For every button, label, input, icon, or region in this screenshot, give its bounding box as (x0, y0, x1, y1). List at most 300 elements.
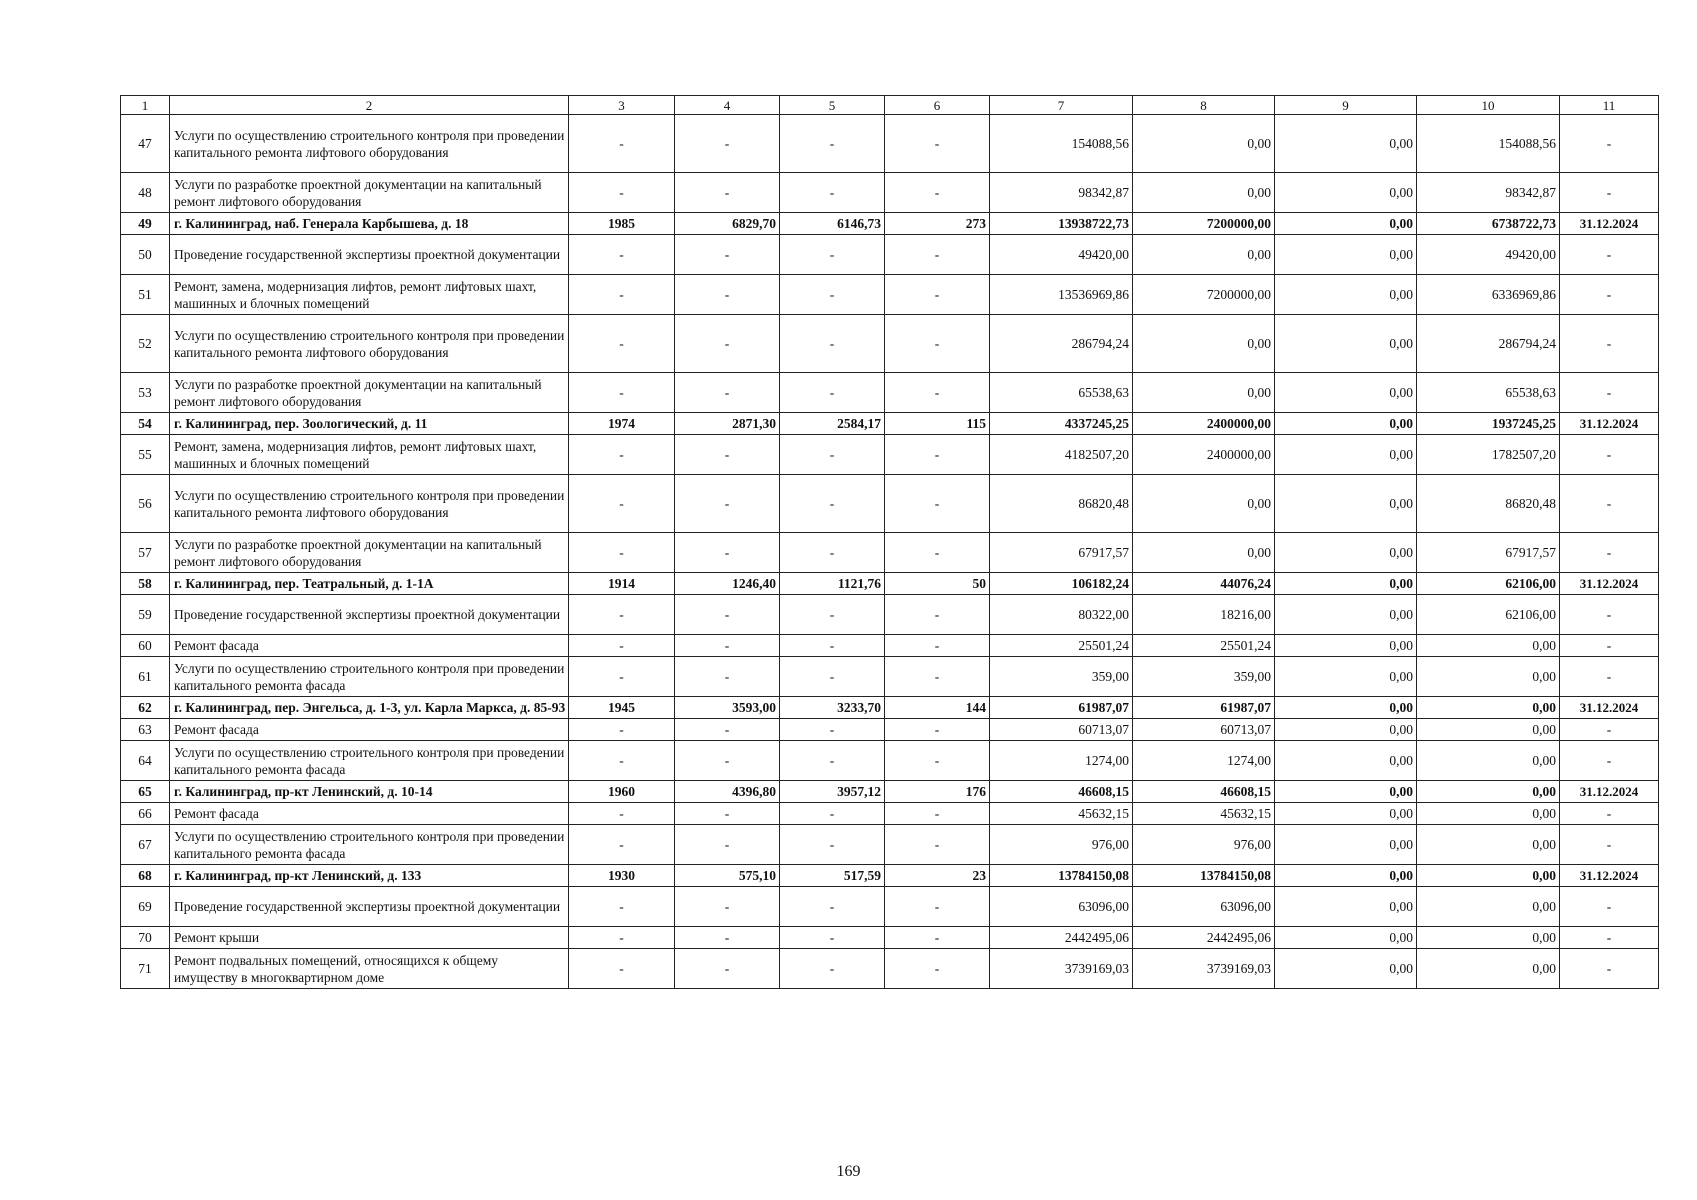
cell-col-4: - (675, 435, 780, 475)
work-description: Ремонт, замена, модернизация лифтов, ремонт лифтовых шахт, машинных и блочных помещений (170, 435, 569, 475)
cell-col-11: - (1560, 803, 1659, 825)
work-description: Услуги по осуществлению строительного контроля при проведении капитального ремонта фасада (170, 657, 569, 697)
cell-col-9: 0,00 (1275, 635, 1417, 657)
cell-col-10: 62106,00 (1417, 595, 1560, 635)
cell-col-9: 0,00 (1275, 173, 1417, 213)
table-row (121, 719, 1659, 741)
cell-col-8: 13784150,08 (1133, 865, 1275, 887)
cell-col-8: 2442495,06 (1133, 927, 1275, 949)
cell-col-6: - (885, 315, 990, 373)
row-number: 49 (121, 213, 170, 235)
cell-col-9: 0,00 (1275, 697, 1417, 719)
cell-col-4: - (675, 373, 780, 413)
cell-col-5: - (780, 635, 885, 657)
work-description: Услуги по осуществлению строительного контроля при проведении капитального ремонта лифтового оборудования (170, 315, 569, 373)
table-row (121, 803, 1659, 825)
cell-col-5: - (780, 887, 885, 927)
work-description: Услуги по осуществлению строительного контроля при проведении капитального ремонта лифтового оборудования (170, 475, 569, 533)
cell-col-8: 3739169,03 (1133, 949, 1275, 989)
cell-col-10: 98342,87 (1417, 173, 1560, 213)
cell-col-6: - (885, 475, 990, 533)
cell-col-11: 31.12.2024 (1560, 413, 1659, 435)
table-row (121, 373, 1659, 413)
work-description: Ремонт подвальных помещений, относящихся к общему имуществу в многоквартирном доме (170, 949, 569, 989)
cell-col-6: - (885, 719, 990, 741)
column-number: 5 (780, 96, 885, 115)
cell-col-7: 86820,48 (990, 475, 1133, 533)
cell-col-7: 46608,15 (990, 781, 1133, 803)
cell-col-8: 46608,15 (1133, 781, 1275, 803)
cell-col-8: 61987,07 (1133, 697, 1275, 719)
cell-col-3: - (569, 533, 675, 573)
cell-col-8: 7200000,00 (1133, 275, 1275, 315)
table-row (121, 315, 1659, 373)
cell-col-3: - (569, 373, 675, 413)
cell-col-6: - (885, 949, 990, 989)
row-number: 51 (121, 275, 170, 315)
cell-col-7: 13536969,86 (990, 275, 1133, 315)
cell-col-7: 154088,56 (990, 115, 1133, 173)
cell-col-10: 286794,24 (1417, 315, 1560, 373)
cell-col-7: 61987,07 (990, 697, 1133, 719)
cell-col-5: 6146,73 (780, 213, 885, 235)
cell-col-4: - (675, 825, 780, 865)
row-number: 71 (121, 949, 170, 989)
table-row (121, 475, 1659, 533)
cell-col-11: 31.12.2024 (1560, 781, 1659, 803)
table-row (121, 533, 1659, 573)
cell-col-11: 31.12.2024 (1560, 213, 1659, 235)
cell-col-11: - (1560, 373, 1659, 413)
address-row (121, 213, 1659, 235)
table-body (121, 96, 1659, 989)
cell-col-6: 144 (885, 697, 990, 719)
cell-col-9: 0,00 (1275, 595, 1417, 635)
work-description: Проведение государственной экспертизы проектной документации (170, 235, 569, 275)
address-row (121, 697, 1659, 719)
row-number: 61 (121, 657, 170, 697)
cell-col-3: - (569, 595, 675, 635)
table-row (121, 657, 1659, 697)
cell-col-11: 31.12.2024 (1560, 573, 1659, 595)
row-number: 58 (121, 573, 170, 595)
column-number: 6 (885, 96, 990, 115)
cell-col-10: 65538,63 (1417, 373, 1560, 413)
cell-col-10: 1937245,25 (1417, 413, 1560, 435)
cell-col-7: 60713,07 (990, 719, 1133, 741)
cell-col-4: - (675, 719, 780, 741)
work-description: г. Калининград, пр-кт Ленинский, д. 10-14 (170, 781, 569, 803)
cell-col-4: - (675, 949, 780, 989)
cell-col-7: 65538,63 (990, 373, 1133, 413)
cell-col-8: 2400000,00 (1133, 435, 1275, 475)
row-number: 70 (121, 927, 170, 949)
row-number: 50 (121, 235, 170, 275)
cell-col-9: 0,00 (1275, 719, 1417, 741)
row-number: 56 (121, 475, 170, 533)
cell-col-5: - (780, 949, 885, 989)
cell-col-11: - (1560, 235, 1659, 275)
cell-col-8: 0,00 (1133, 373, 1275, 413)
cell-col-3: - (569, 115, 675, 173)
cell-col-8: 1274,00 (1133, 741, 1275, 781)
work-description: Ремонт крыши (170, 927, 569, 949)
cell-col-6: 23 (885, 865, 990, 887)
work-description: Проведение государственной экспертизы проектной документации (170, 887, 569, 927)
cell-col-5: - (780, 373, 885, 413)
cell-col-10: 0,00 (1417, 781, 1560, 803)
cell-col-9: 0,00 (1275, 315, 1417, 373)
address-row (121, 781, 1659, 803)
table-row (121, 595, 1659, 635)
cell-col-5: - (780, 235, 885, 275)
cell-col-6: - (885, 825, 990, 865)
cell-col-4: 6829,70 (675, 213, 780, 235)
table-row (121, 887, 1659, 927)
table-row (121, 275, 1659, 315)
cell-col-5: - (780, 825, 885, 865)
cell-col-9: 0,00 (1275, 213, 1417, 235)
cell-col-5: 3957,12 (780, 781, 885, 803)
table-row (121, 435, 1659, 475)
cell-col-6: 115 (885, 413, 990, 435)
address-row (121, 573, 1659, 595)
cell-col-7: 976,00 (990, 825, 1133, 865)
cell-col-4: - (675, 275, 780, 315)
row-number: 60 (121, 635, 170, 657)
cell-col-3: 1914 (569, 573, 675, 595)
cell-col-4: - (675, 803, 780, 825)
column-number: 3 (569, 96, 675, 115)
cell-col-4: 2871,30 (675, 413, 780, 435)
cell-col-5: - (780, 741, 885, 781)
cell-col-3: - (569, 173, 675, 213)
cell-col-3: 1974 (569, 413, 675, 435)
cell-col-9: 0,00 (1275, 115, 1417, 173)
row-number: 65 (121, 781, 170, 803)
cell-col-8: 25501,24 (1133, 635, 1275, 657)
cell-col-10: 6738722,73 (1417, 213, 1560, 235)
column-number: 8 (1133, 96, 1275, 115)
address-row (121, 413, 1659, 435)
row-number: 62 (121, 697, 170, 719)
row-number: 52 (121, 315, 170, 373)
row-number: 53 (121, 373, 170, 413)
cell-col-5: - (780, 475, 885, 533)
cell-col-8: 0,00 (1133, 115, 1275, 173)
row-number: 67 (121, 825, 170, 865)
cell-col-6: - (885, 803, 990, 825)
cell-col-7: 4182507,20 (990, 435, 1133, 475)
cell-col-4: - (675, 927, 780, 949)
cell-col-5: - (780, 803, 885, 825)
cell-col-6: 176 (885, 781, 990, 803)
cell-col-6: - (885, 595, 990, 635)
cell-col-4: - (675, 115, 780, 173)
cell-col-4: - (675, 887, 780, 927)
cell-col-8: 18216,00 (1133, 595, 1275, 635)
cell-col-11: - (1560, 533, 1659, 573)
cell-col-5: - (780, 595, 885, 635)
cell-col-9: 0,00 (1275, 781, 1417, 803)
cell-col-6: - (885, 373, 990, 413)
cell-col-5: - (780, 657, 885, 697)
cell-col-9: 0,00 (1275, 657, 1417, 697)
work-description: Ремонт фасада (170, 635, 569, 657)
cell-col-6: - (885, 887, 990, 927)
table-row (121, 635, 1659, 657)
cell-col-4: - (675, 595, 780, 635)
works-table (120, 95, 1659, 989)
cell-col-8: 45632,15 (1133, 803, 1275, 825)
cell-col-8: 976,00 (1133, 825, 1275, 865)
column-number: 11 (1560, 96, 1659, 115)
cell-col-11: - (1560, 657, 1659, 697)
cell-col-11: - (1560, 315, 1659, 373)
cell-col-8: 60713,07 (1133, 719, 1275, 741)
cell-col-10: 0,00 (1417, 887, 1560, 927)
cell-col-3: - (569, 887, 675, 927)
cell-col-9: 0,00 (1275, 435, 1417, 475)
table-row (121, 927, 1659, 949)
cell-col-5: - (780, 927, 885, 949)
table-row (121, 825, 1659, 865)
cell-col-3: - (569, 657, 675, 697)
cell-col-4: 3593,00 (675, 697, 780, 719)
cell-col-9: 0,00 (1275, 533, 1417, 573)
row-number: 57 (121, 533, 170, 573)
cell-col-9: 0,00 (1275, 803, 1417, 825)
cell-col-7: 25501,24 (990, 635, 1133, 657)
cell-col-10: 86820,48 (1417, 475, 1560, 533)
cell-col-11: - (1560, 825, 1659, 865)
work-description: Услуги по разработке проектной документации на капитальный ремонт лифтового оборудования (170, 533, 569, 573)
cell-col-6: - (885, 275, 990, 315)
cell-col-6: - (885, 115, 990, 173)
cell-col-8: 0,00 (1133, 235, 1275, 275)
cell-col-10: 0,00 (1417, 657, 1560, 697)
row-number: 66 (121, 803, 170, 825)
cell-col-7: 49420,00 (990, 235, 1133, 275)
cell-col-4: - (675, 315, 780, 373)
cell-col-9: 0,00 (1275, 825, 1417, 865)
cell-col-7: 2442495,06 (990, 927, 1133, 949)
cell-col-7: 80322,00 (990, 595, 1133, 635)
cell-col-6: 273 (885, 213, 990, 235)
column-number: 4 (675, 96, 780, 115)
cell-col-7: 67917,57 (990, 533, 1133, 573)
cell-col-5: - (780, 275, 885, 315)
cell-col-7: 3739169,03 (990, 949, 1133, 989)
cell-col-7: 98342,87 (990, 173, 1133, 213)
cell-col-10: 0,00 (1417, 741, 1560, 781)
row-number: 55 (121, 435, 170, 475)
cell-col-11: - (1560, 275, 1659, 315)
cell-col-3: - (569, 635, 675, 657)
cell-col-3: - (569, 475, 675, 533)
cell-col-8: 0,00 (1133, 475, 1275, 533)
cell-col-10: 0,00 (1417, 697, 1560, 719)
row-number: 54 (121, 413, 170, 435)
cell-col-10: 67917,57 (1417, 533, 1560, 573)
cell-col-8: 0,00 (1133, 173, 1275, 213)
cell-col-11: - (1560, 595, 1659, 635)
column-number: 10 (1417, 96, 1560, 115)
cell-col-10: 0,00 (1417, 865, 1560, 887)
cell-col-6: - (885, 657, 990, 697)
work-description: Проведение государственной экспертизы проектной документации (170, 595, 569, 635)
cell-col-8: 63096,00 (1133, 887, 1275, 927)
cell-col-3: - (569, 803, 675, 825)
cell-col-9: 0,00 (1275, 865, 1417, 887)
cell-col-5: - (780, 533, 885, 573)
cell-col-6: - (885, 741, 990, 781)
work-description: Ремонт, замена, модернизация лифтов, ремонт лифтовых шахт, машинных и блочных помещений (170, 275, 569, 315)
row-number: 59 (121, 595, 170, 635)
row-number: 69 (121, 887, 170, 927)
cell-col-8: 359,00 (1133, 657, 1275, 697)
cell-col-8: 0,00 (1133, 315, 1275, 373)
cell-col-10: 62106,00 (1417, 573, 1560, 595)
work-description: Услуги по осуществлению строительного контроля при проведении капитального ремонта фасада (170, 741, 569, 781)
table-row (121, 173, 1659, 213)
work-description: г. Калининград, пер. Зоологический, д. 11 (170, 413, 569, 435)
cell-col-10: 0,00 (1417, 635, 1560, 657)
cell-col-11: - (1560, 173, 1659, 213)
cell-col-3: 1960 (569, 781, 675, 803)
cell-col-11: - (1560, 475, 1659, 533)
cell-col-7: 286794,24 (990, 315, 1133, 373)
cell-col-5: - (780, 315, 885, 373)
cell-col-5: 3233,70 (780, 697, 885, 719)
row-number: 63 (121, 719, 170, 741)
cell-col-4: - (675, 235, 780, 275)
work-description: г. Калининград, пер. Театральный, д. 1-1А (170, 573, 569, 595)
address-row (121, 865, 1659, 887)
cell-col-9: 0,00 (1275, 741, 1417, 781)
cell-col-4: - (675, 475, 780, 533)
cell-col-10: 0,00 (1417, 803, 1560, 825)
column-number: 1 (121, 96, 170, 115)
cell-col-9: 0,00 (1275, 235, 1417, 275)
cell-col-11: - (1560, 741, 1659, 781)
work-description: Ремонт фасада (170, 803, 569, 825)
cell-col-4: 1246,40 (675, 573, 780, 595)
cell-col-7: 63096,00 (990, 887, 1133, 927)
cell-col-7: 359,00 (990, 657, 1133, 697)
cell-col-8: 44076,24 (1133, 573, 1275, 595)
row-number: 68 (121, 865, 170, 887)
cell-col-7: 45632,15 (990, 803, 1133, 825)
work-description: г. Калининград, наб. Генерала Карбышева, д. 18 (170, 213, 569, 235)
cell-col-9: 0,00 (1275, 573, 1417, 595)
page-number: 169 (836, 1163, 861, 1180)
cell-col-10: 49420,00 (1417, 235, 1560, 275)
row-number: 48 (121, 173, 170, 213)
table-row (121, 235, 1659, 275)
cell-col-5: - (780, 173, 885, 213)
cell-col-11: 31.12.2024 (1560, 865, 1659, 887)
column-number: 2 (170, 96, 569, 115)
cell-col-6: - (885, 173, 990, 213)
cell-col-5: 517,59 (780, 865, 885, 887)
cell-col-11: - (1560, 927, 1659, 949)
cell-col-3: - (569, 741, 675, 781)
cell-col-3: - (569, 235, 675, 275)
column-number: 9 (1275, 96, 1417, 115)
work-description: Услуги по разработке проектной документации на капитальный ремонт лифтового оборудования (170, 173, 569, 213)
cell-col-3: - (569, 949, 675, 989)
cell-col-11: - (1560, 435, 1659, 475)
cell-col-7: 4337245,25 (990, 413, 1133, 435)
cell-col-3: - (569, 825, 675, 865)
cell-col-10: 0,00 (1417, 927, 1560, 949)
work-description: г. Калининград, пер. Энгельса, д. 1-3, ул. Карла Маркса, д. 85-93 (170, 697, 569, 719)
row-number: 47 (121, 115, 170, 173)
cell-col-6: - (885, 435, 990, 475)
cell-col-3: - (569, 719, 675, 741)
cell-col-7: 1274,00 (990, 741, 1133, 781)
cell-col-7: 13938722,73 (990, 213, 1133, 235)
cell-col-3: 1930 (569, 865, 675, 887)
cell-col-5: - (780, 719, 885, 741)
cell-col-9: 0,00 (1275, 373, 1417, 413)
column-number-row (121, 96, 1659, 115)
cell-col-4: - (675, 657, 780, 697)
work-description: Ремонт фасада (170, 719, 569, 741)
column-number: 7 (990, 96, 1133, 115)
row-number: 64 (121, 741, 170, 781)
cell-col-10: 0,00 (1417, 949, 1560, 989)
cell-col-10: 6336969,86 (1417, 275, 1560, 315)
cell-col-8: 7200000,00 (1133, 213, 1275, 235)
cell-col-9: 0,00 (1275, 475, 1417, 533)
cell-col-10: 154088,56 (1417, 115, 1560, 173)
cell-col-7: 106182,24 (990, 573, 1133, 595)
cell-col-6: 50 (885, 573, 990, 595)
cell-col-6: - (885, 927, 990, 949)
cell-col-11: - (1560, 635, 1659, 657)
cell-col-8: 2400000,00 (1133, 413, 1275, 435)
cell-col-10: 1782507,20 (1417, 435, 1560, 475)
table-row (121, 741, 1659, 781)
cell-col-4: 575,10 (675, 865, 780, 887)
cell-col-3: - (569, 275, 675, 315)
cell-col-9: 0,00 (1275, 413, 1417, 435)
cell-col-6: - (885, 235, 990, 275)
cell-col-9: 0,00 (1275, 275, 1417, 315)
work-description: г. Калининград, пр-кт Ленинский, д. 133 (170, 865, 569, 887)
cell-col-11: - (1560, 949, 1659, 989)
cell-col-5: - (780, 435, 885, 475)
cell-col-5: 1121,76 (780, 573, 885, 595)
cell-col-9: 0,00 (1275, 949, 1417, 989)
table-row (121, 949, 1659, 989)
cell-col-3: - (569, 435, 675, 475)
cell-col-4: 4396,80 (675, 781, 780, 803)
cell-col-3: 1945 (569, 697, 675, 719)
work-description: Услуги по осуществлению строительного контроля при проведении капитального ремонта фасада (170, 825, 569, 865)
cell-col-4: - (675, 741, 780, 781)
cell-col-11: - (1560, 887, 1659, 927)
cell-col-3: 1985 (569, 213, 675, 235)
cell-col-6: - (885, 533, 990, 573)
cell-col-3: - (569, 927, 675, 949)
cell-col-11: - (1560, 115, 1659, 173)
cell-col-5: - (780, 115, 885, 173)
table-row (121, 115, 1659, 173)
cell-col-7: 13784150,08 (990, 865, 1133, 887)
